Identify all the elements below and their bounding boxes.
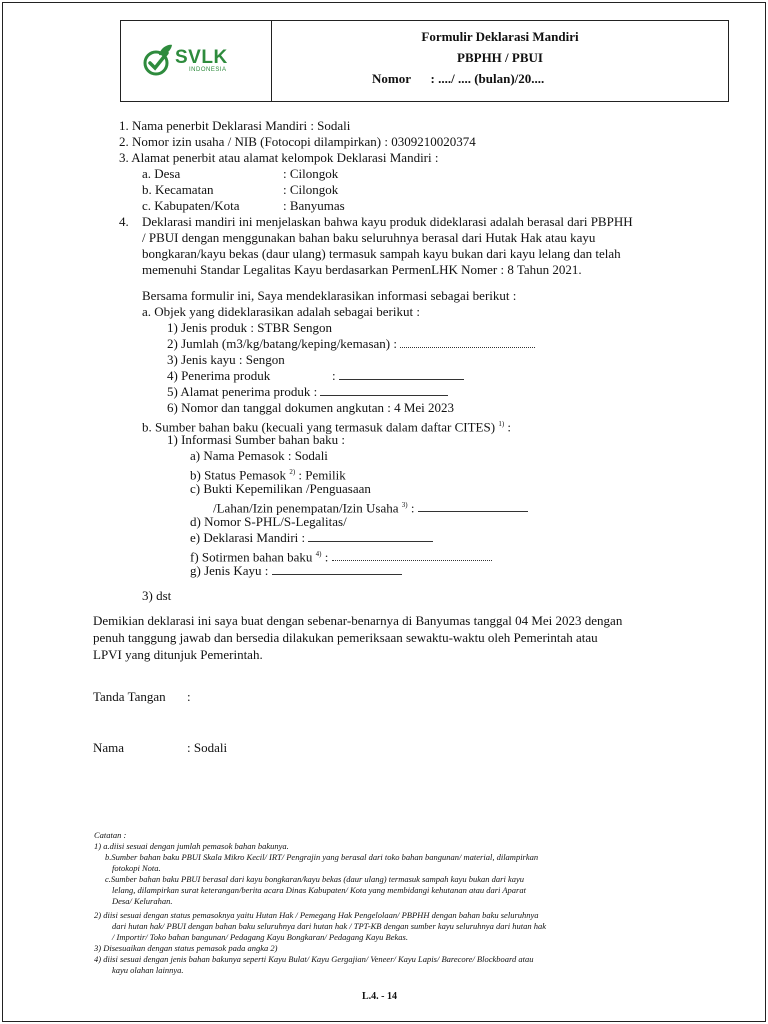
- bg-label: g) Jenis Kayu :: [190, 563, 269, 578]
- kecamatan-value: : Cilongok: [283, 182, 339, 197]
- note-3: 3) Disesuaikan dengan status pemasok pada angka 2): [94, 943, 278, 953]
- a1-jenis-produk: 1) Jenis produk : STBR Sengon: [167, 320, 333, 335]
- item-4-line-4: memenuhi Standar Legalitas Kayu berdasarkan PermenLHK Nomer : 8 Tahun 2021.: [142, 262, 582, 277]
- bb-sup: 2): [289, 468, 296, 476]
- item-4-line-1: Deklarasi mandiri ini menjelaskan bahwa kayu produk dideklarasi adalah berasal dari PBPHH: [142, 214, 633, 229]
- closing-line-1: Demikian deklarasi ini saya buat dengan sebenar-benarnya di Banyumas tanggal 04 Mei 2023 dengan: [93, 613, 623, 628]
- form-header: [120, 20, 729, 102]
- a2-blank[interactable]: [400, 336, 535, 348]
- item-4-line-3: bongkaran/kayu bekas (daur ulang) termasuk sampah kayu bukan dari kayu lelang dan telah: [142, 246, 621, 261]
- be-deklarasi: [190, 530, 433, 546]
- item-1: 1. Nama penerbit Deklarasi Mandiri : Sodali: [119, 118, 351, 133]
- declaration-intro: Bersama formulir ini, Saya mendeklarasikan informasi sebagai berikut :: [142, 288, 517, 303]
- kabupaten-label: c. Kabupaten/Kota: [142, 198, 240, 213]
- a3-jenis-kayu: 3) Jenis kayu : Sengon: [167, 352, 285, 367]
- bc-blank[interactable]: [418, 500, 528, 512]
- signature-colon: :: [187, 689, 191, 704]
- ba-nama-pemasok: a) Nama Pemasok : Sodali: [190, 448, 328, 463]
- logo-text: SVLK: [175, 46, 228, 68]
- note-1c-3: Desa/ Kelurahan.: [112, 896, 173, 906]
- section-a: a. Objek yang dideklarasikan adalah sebagai berikut :: [142, 304, 420, 319]
- note-2b: dari hutan hak/ PBUI dengan bahan baku seluruhnya dari hutan hak / TPT-KB dengan sumber kayu seluruhnya dari hutan hak: [112, 921, 547, 931]
- a5-label: 5) Alamat penerima produk :: [167, 384, 318, 399]
- title-cell: [272, 21, 728, 101]
- a5-blank[interactable]: [320, 384, 448, 396]
- b1-info: 1) Informasi Sumber bahan baku :: [167, 432, 345, 447]
- note-1b-1: b.Sumber bahan baku PBUI Skala Mikro Kecil/ IRT/ Pengrajin yang berasal dari toko bahan bangunan/ material, dilampirkan: [105, 852, 539, 862]
- leaf-check-icon: [143, 43, 173, 77]
- bf-colon: :: [321, 549, 329, 565]
- note-2c: / Importir/ Toko bahan bangunan/ Pedagang Kayu Bongkaran/ Pedagang Kayu Bekas.: [112, 932, 408, 942]
- bf-sup: 4): [315, 550, 322, 558]
- a4-field: [332, 368, 464, 384]
- bc2-label: /Lahan/Izin penempatan/Izin Usaha: [213, 500, 399, 516]
- a4-blank[interactable]: [339, 368, 464, 380]
- closing-line-2: penuh tanggung jawab dan bersedia dilakukan pemeriksaan sewaktu-waktu oleh Pemerintah atau: [93, 630, 598, 645]
- item-3: 3. Alamat penerbit atau alamat kelompok Deklarasi Mandiri :: [119, 150, 439, 165]
- a4-label: 4) Penerima produk: [167, 368, 271, 383]
- signature-label: Tanda Tangan: [93, 689, 166, 704]
- form-subtitle: PBPHH / PBUI: [457, 50, 543, 65]
- be-blank[interactable]: [308, 530, 433, 542]
- a4-colon: :: [332, 368, 336, 383]
- item-dst: 3) dst: [142, 588, 172, 603]
- logo-subtext: INDONESIA: [189, 66, 227, 73]
- name-value: : Sodali: [187, 740, 228, 755]
- nomor-label: Nomor: [372, 71, 411, 86]
- bb-label: b) Status Pemasok: [190, 467, 287, 483]
- svlk-logo: [143, 43, 228, 77]
- desa-value: : Cilongok: [283, 166, 339, 181]
- page-number: L.4. - 14: [362, 991, 397, 1002]
- closing-line-3: LPVI yang ditunjuk Pemerintah.: [93, 647, 263, 662]
- note-2a: 2) diisi sesuai dengan status pemasoknya yaitu Hutan Hak / Pemegang Hak Pengelolaan/ PBPHH dengan bahan baku seluruhnya: [94, 910, 539, 920]
- note-1c-2: lelang, dilampirkan surat keterangan/berita acara Dinas Kabupaten/ Kota yang membidangi kehutanan atau dari Aparat: [112, 885, 526, 895]
- item-4-line-2: / PBUI dengan menggunakan bahan baku seluruhnya berasal dari Hutak Hak atau kayu: [142, 230, 596, 245]
- note-4a: 4) diisi sesuai dengan jenis bahan bakunya seperti Kayu Bulat/ Kayu Gergajian/ Veneer/ Kayu Lapis/ Barecore/ Blockboard atau: [94, 954, 534, 964]
- form-number: [272, 68, 728, 89]
- form-title: Formulir Deklarasi Mandiri: [421, 29, 579, 44]
- a6-dokumen: 6) Nomor dan tanggal dokumen angkutan : 4 Mei 2023: [167, 400, 455, 415]
- notes-title: Catatan :: [94, 830, 127, 840]
- a2-label: 2) Jumlah (m3/kg/batang/keping/kemasan) :: [167, 336, 397, 351]
- bf-label: f) Sotirmen bahan baku: [190, 549, 313, 565]
- note-1b-2: fotokopi Nota.: [112, 863, 161, 873]
- bg-blank[interactable]: [272, 563, 402, 575]
- kecamatan-label: b. Kecamatan: [142, 182, 214, 197]
- item-4-number: 4.: [119, 214, 129, 229]
- logo-cell: [121, 21, 272, 101]
- bb-value: : Pemilik: [295, 467, 346, 483]
- a5-alamat: [167, 384, 448, 400]
- bf-blank[interactable]: [332, 549, 492, 561]
- a4-penerima: [167, 368, 270, 384]
- desa-label: a. Desa: [142, 166, 181, 181]
- kabupaten-value: : Banyumas: [283, 198, 345, 213]
- section-b-colon: :: [504, 419, 512, 435]
- section-b-sup: 1): [498, 420, 505, 428]
- bc-bukti-line-1: c) Bukti Kepemilikan /Penguasaan: [190, 481, 371, 496]
- a2-jumlah: [167, 336, 535, 352]
- note-1c-1: c.Sumber bahan baku PBUI berasal dari kayu bongkaran/kayu bekas (daur ulang) termasuk sampah kayu bukan dari kayu: [105, 874, 525, 884]
- section-b-label: b. Sumber bahan baku (kecuali yang termasuk dalam daftar CITES): [142, 419, 496, 435]
- note-1a: 1) a.diisi sesuai dengan jumlah pemasok bahan bakunya.: [94, 841, 289, 851]
- item-2: 2. Nomor izin usaha / NIB (Fotocopi dilampirkan) : 0309210020374: [119, 134, 476, 149]
- bc2-colon: :: [407, 500, 415, 516]
- bg-jenis-kayu: [190, 563, 402, 579]
- note-4b: kayu olahan lainnya.: [112, 965, 184, 975]
- name-label: Nama: [93, 740, 125, 755]
- nomor-value: : ..../ .... (bulan)/20....: [430, 71, 545, 86]
- be-label: e) Deklarasi Mandiri :: [190, 530, 306, 545]
- bc2-sup: 3): [401, 501, 408, 509]
- bd-nomor: d) Nomor S-PHL/S-Legalitas/: [190, 514, 347, 529]
